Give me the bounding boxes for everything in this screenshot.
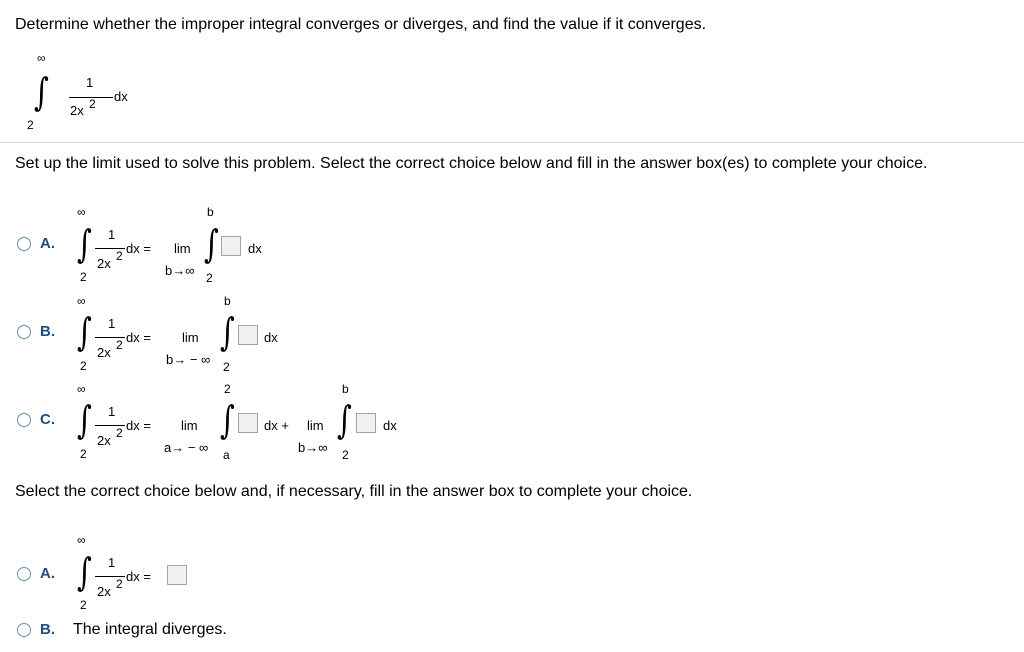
upper-limit: ∞: [77, 294, 86, 308]
upper-limit: 2: [224, 382, 231, 396]
numerator: 1: [108, 404, 116, 419]
answer-box-integrand[interactable]: [221, 236, 241, 256]
question-prompt: Determine whether the improper integral converges or diverges, and find the value if it converges.: [15, 16, 707, 33]
choice-letter: A.: [40, 565, 55, 582]
radio-a[interactable]: [17, 567, 31, 581]
dx-label: dx: [114, 89, 128, 104]
radio-b[interactable]: [17, 623, 31, 637]
equals-text: dx =: [126, 418, 151, 433]
answer-box-integrand-1[interactable]: [238, 413, 258, 433]
choice-letter: A.: [40, 235, 55, 252]
dx-label: dx: [248, 241, 262, 256]
lower-limit: 2: [27, 118, 34, 132]
answer-box-integrand[interactable]: [238, 325, 258, 345]
radio-c[interactable]: [17, 413, 31, 427]
answer-box-integrand-2[interactable]: [356, 413, 376, 433]
lower-limit: 2: [80, 359, 87, 373]
upper-limit: b: [207, 205, 214, 219]
integral-sign: ∫: [77, 222, 92, 266]
integral-sign: ∫: [220, 398, 235, 442]
upper-limit: ∞: [37, 51, 46, 65]
choice-letter: C.: [40, 411, 55, 428]
divider: [0, 142, 1024, 143]
equals-text: dx =: [126, 330, 151, 345]
denominator: 2x: [97, 345, 111, 360]
integral-sign: ∫: [337, 398, 352, 442]
part2-instruction: Select the correct choice below and, if necessary, fill in the answer box to complete your choice.: [15, 483, 693, 500]
lower-limit: 2: [80, 447, 87, 461]
denominator: 2x: [70, 103, 84, 118]
lim-text: lim: [174, 241, 191, 256]
numerator: 1: [108, 316, 116, 331]
integral-sign: ∫: [77, 550, 92, 594]
denominator: 2x: [97, 256, 111, 271]
integral-sign: ∫: [204, 222, 219, 266]
lim-subscript: b→∞: [298, 440, 328, 455]
equals-text: dx =: [126, 241, 151, 256]
exponent: 2: [116, 577, 123, 591]
exponent: 2: [89, 97, 96, 111]
exponent: 2: [116, 249, 123, 263]
exponent: 2: [116, 338, 123, 352]
lim-subscript: a→ − ∞: [164, 440, 209, 455]
lim-subscript: b→∞: [165, 263, 195, 278]
upper-limit: ∞: [77, 533, 86, 547]
lim-text: lim: [181, 418, 198, 433]
lower-limit: a: [223, 448, 230, 462]
denominator: 2x: [97, 433, 111, 448]
lim-text: lim: [307, 418, 324, 433]
choice-letter: B.: [40, 323, 55, 340]
part1-instruction: Set up the limit used to solve this problem. Select the correct choice below and fill in the answer box(es) to complete your choice.: [15, 155, 928, 172]
lim-text: lim: [182, 330, 199, 345]
lower-limit: 2: [342, 448, 349, 462]
upper-limit: b: [224, 294, 231, 308]
integral-sign: ∫: [34, 70, 49, 114]
numerator: 1: [108, 555, 116, 570]
upper-limit: ∞: [77, 205, 86, 219]
integral-sign: ∫: [220, 310, 235, 354]
upper-limit: ∞: [77, 382, 86, 396]
diverges-text: The integral diverges.: [73, 621, 227, 638]
radio-b[interactable]: [17, 325, 31, 339]
upper-limit: b: [342, 382, 349, 396]
exponent: 2: [116, 426, 123, 440]
lower-limit: 2: [206, 271, 213, 285]
denominator: 2x: [97, 584, 111, 599]
dx-label: dx: [383, 418, 397, 433]
integral-sign: ∫: [77, 310, 92, 354]
integral-sign: ∫: [77, 398, 92, 442]
answer-box-value[interactable]: [167, 565, 187, 585]
radio-a[interactable]: [17, 237, 31, 251]
numerator: 1: [86, 75, 94, 90]
dx-label: dx: [264, 330, 278, 345]
equals-text: dx =: [126, 569, 151, 584]
lim-subscript: b→ − ∞: [166, 352, 211, 367]
lower-limit: 2: [80, 270, 87, 284]
lower-limit: 2: [223, 360, 230, 374]
dx-plus-text: dx +: [264, 418, 289, 433]
choice-letter: B.: [40, 621, 55, 638]
numerator: 1: [108, 227, 116, 242]
lower-limit: 2: [80, 598, 87, 612]
